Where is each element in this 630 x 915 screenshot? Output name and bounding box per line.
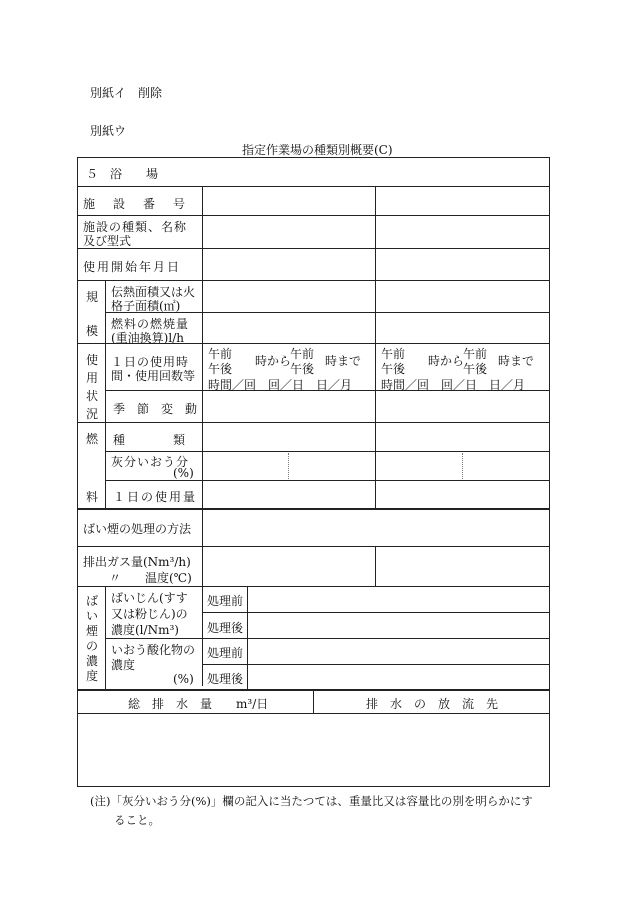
dust-label-3: 濃度(l/Nm³)	[111, 623, 179, 637]
fuel-kind-label: 種 類	[113, 433, 186, 447]
facility-type-label-1: 施設の種類、名称	[83, 220, 188, 234]
pm-label: 午後	[381, 362, 406, 376]
daily-use-label-1: １日の使用時	[111, 355, 190, 369]
sox-label-1: いおう酸化物の	[111, 643, 196, 657]
daily-amount-label: １日の使用量	[113, 490, 198, 504]
usage-label-2: 用	[86, 371, 99, 385]
dust-label-2: 又は粉じん)の	[111, 607, 188, 621]
sox-after-label: 処理後	[207, 672, 244, 686]
dust-before-label: 処理前	[207, 594, 244, 608]
total-drain-label: 総 排 水 量 m³/日	[128, 697, 269, 711]
exhaust-volume-label: 排出ガス量(Nm³/h)	[83, 555, 191, 569]
until-label: 時まで	[498, 354, 535, 368]
attachment-label: 別紙ウ	[90, 124, 127, 138]
sox-before-label: 処理前	[207, 646, 244, 660]
scale-label-1: 規	[86, 290, 99, 304]
sox-label-2: 濃度	[111, 658, 136, 672]
smoke-conc-label-5: 濃	[86, 654, 99, 668]
ash-sulfur-label-2: (%)	[173, 466, 194, 480]
deleted-attachment-label: 別紙イ 削除	[90, 86, 163, 100]
start-date-label: 使用開始年月日	[83, 260, 182, 274]
form-title: 指定作業場の種類別概要(C)	[242, 143, 393, 157]
smoke-conc-label-6: 度	[86, 669, 99, 683]
drain-destination-label: 排 水 の 放 流 先	[366, 697, 499, 711]
exhaust-temp-label: 〃 温度(℃)	[109, 571, 192, 585]
ash-sulfur-label-1: 灰分いおう分	[111, 455, 190, 469]
dust-label-1: ばいじん(すす	[111, 591, 188, 605]
facility-type-label-2: 及び型式	[83, 234, 132, 248]
usage-label-1: 使	[86, 353, 99, 367]
pm-label: 午後	[208, 362, 233, 376]
from-label: 時から	[255, 354, 292, 368]
facility-number-label: 施 設 番 号	[83, 197, 189, 211]
fuel-label-1: 燃	[86, 432, 99, 446]
daily-use-label-2: 間・使用回数等	[111, 369, 196, 383]
time-units-label: 時間／回 回／日 日／月	[208, 378, 353, 392]
am-label: 午前	[290, 347, 315, 361]
pm-label: 午後	[463, 362, 488, 376]
smoke-conc-label-2: い	[86, 609, 99, 623]
fuel-amount-label-1: 燃料の燃焼量	[111, 317, 190, 331]
fuel-label-2: 料	[86, 490, 99, 504]
am-label: 午前	[208, 347, 233, 361]
until-label: 時まで	[325, 354, 362, 368]
time-units-label: 時間／回 回／日 日／月	[381, 378, 526, 392]
smoke-conc-label-4: の	[86, 639, 99, 653]
dust-after-label: 処理後	[207, 621, 244, 635]
seasonal-label: 季 節 変 動	[113, 402, 198, 416]
pm-label: 午後	[290, 362, 315, 376]
heat-area-label-2: 格子面積(㎡)	[111, 299, 181, 313]
scale-label-2: 模	[86, 324, 99, 338]
note-line-2: ること。	[114, 813, 160, 827]
smoke-conc-label-3: 煙	[86, 624, 99, 638]
heat-area-label-1: 伝熱面積又は火	[111, 285, 196, 299]
usage-label-4: 況	[86, 407, 99, 421]
usage-label-3: 状	[86, 389, 99, 403]
smoke-conc-label-1: ば	[86, 594, 99, 608]
am-label: 午前	[463, 347, 488, 361]
sox-label-3: (%)	[173, 672, 194, 686]
note-line-1: (注)「灰分いおう分(%)」欄の記入に当たつては、重量比又は容量比の別を明らかにす	[90, 794, 533, 808]
fuel-amount-label-2: (重油換算)l/h	[111, 331, 184, 345]
smoke-method-label: ばい煙の処理の方法	[83, 522, 192, 536]
from-label: 時から	[428, 354, 465, 368]
am-label: 午前	[381, 347, 406, 361]
section-bath: ５ 浴 場	[86, 167, 159, 181]
